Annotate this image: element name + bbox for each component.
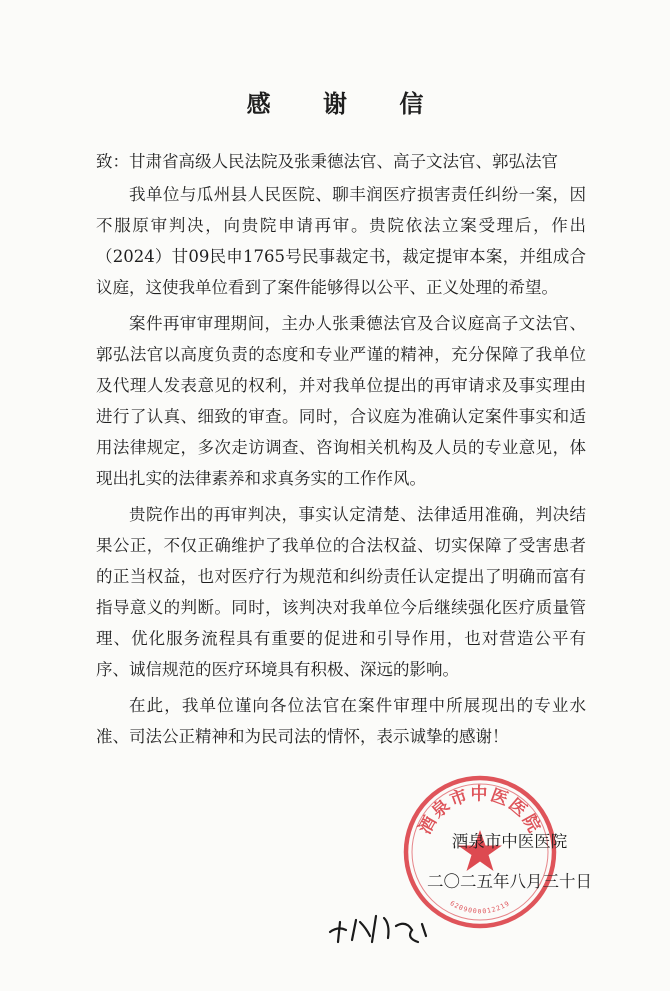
svg-text:6209000012219: 6209000012219 [448, 899, 512, 916]
paragraph-3: 贵院作出的再审判决，事实认定清楚、法律适用准确，判决结果公正，不仅正确维护了我单位的合法权益、切实保障了受害患者的正当权益，也对医疗行为规范和纠纷责任认定提出了明确而富有指导意义的判断。同时，该判决对我单位今后继续强化医疗质量管理、优化服务流程具有重要的促进和引导作用，也对营造公平有序、诚信规范的医疗环境具有积极、深远的影响。 [96, 505, 586, 679]
signature-organization: 酒泉市中医医院 [451, 832, 568, 851]
letter-body [96, 179, 586, 757]
signature-block [427, 822, 592, 902]
svg-text:酒泉市中医医院: 酒泉市中医医院 [415, 784, 545, 838]
paragraph-1: 我单位与瓜州县人民医院、聊丰润医疗损害责任纠纷一案，因不服原审判决，向贵院申请再审。贵院依法立案受理后，作出（2024）甘09民申1765号民事裁定书，裁定提审本案，并组成合议庭，这使我单位看到了案件能够得以公平、正义处理的希望。 [96, 185, 586, 297]
signature-date: 二〇二五年八月三十日 [427, 872, 592, 891]
letter-title: 感 谢 信 [246, 89, 446, 118]
handwritten-signature-icon [326, 906, 446, 950]
paragraph-4: 在此，我单位谨向各位法官在案件审理中所展现出的专业水准、司法公正精神和为民司法的情怀，表示诚挚的感谢！ [96, 696, 586, 746]
paragraph-2: 案件再审审理期间，主办人张秉德法官及合议庭高子文法官、郭弘法官以高度负责的态度和专业严谨的精神，充分保障了我单位及代理人发表意见的权利，并对我单位提出的再审请求及事实理由进行了认真、细致的审查。同时，合议庭为准确认定案件事实和适用法律规定，多次走访调查、咨询相关机构及人员的专业意见，体现出扎实的法律素养和求真务实的工作作风。 [96, 314, 586, 488]
salutation: 致：甘肃省高级人民法院及张秉德法官、高子文法官、郭弘法官 [96, 152, 558, 171]
